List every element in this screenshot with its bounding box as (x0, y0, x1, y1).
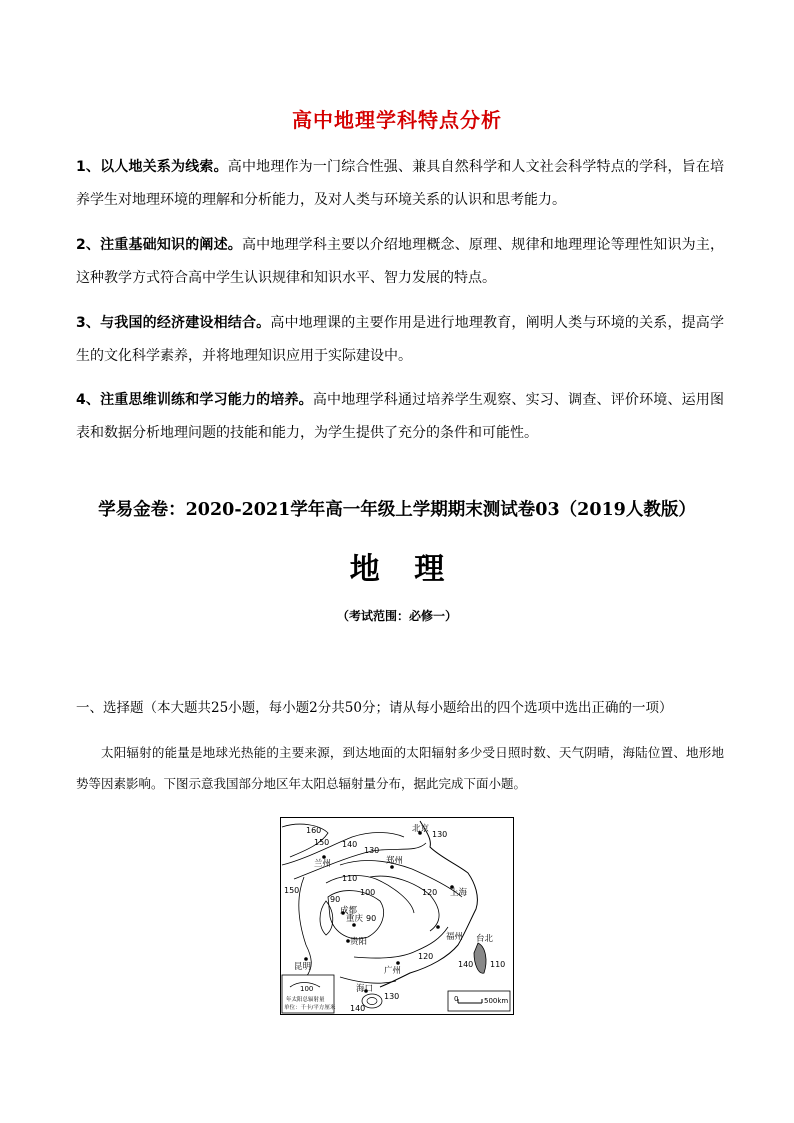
exam-title: 学易金卷：2020-2021学年高一年级上学期期末测试卷03（2019人教版） (98, 500, 696, 520)
isoline-label: 120 (422, 888, 438, 897)
city-chengdu: 成都 (340, 906, 358, 916)
point-3 (76, 307, 724, 373)
point-2-body: 高中地理学科主要以介绍地理概念、原理、规律和地理理论等理性知识为主，这种教学方式符合高中学生认识规律和知识水平、智力发展的特点。 (76, 237, 725, 286)
isoline-label: 130 (384, 992, 400, 1001)
isoline-label: 140 (342, 840, 358, 849)
city-chongqing: 重庆 (346, 914, 364, 924)
point-4-body: 高中地理学科通过培养学生观察、实习、调查、评价环境、运用图表和数据分析地理问题的技能和能力，为学生提供了充分的条件和可能性。 (76, 392, 724, 441)
isoline-label: 150 (314, 838, 330, 847)
point-1-body: 高中地理作为一门综合性强、兼具自然科学和人文社会科学特点的学科，旨在培养学生对地理环境的理解和分析能力，及对人类与环境关系的认识和思考能力。 (76, 159, 724, 208)
scale-zero: 0 (454, 995, 459, 1003)
scale-label: 500km (484, 997, 509, 1005)
city-guiyang: 贵阳 (350, 937, 368, 947)
page-title: 高中地理学科特点分析 (292, 108, 502, 132)
point-1-lead: 1、以人地关系为线索。 (76, 159, 228, 175)
point-4-lead: 4、注重思维训练和学习能力的培养。 (76, 392, 313, 408)
city-lanzhou: 兰州 (314, 859, 332, 869)
isoline-label: 90 (366, 914, 377, 923)
point-2 (76, 229, 724, 295)
city-haikou: 海口 (356, 984, 374, 994)
point-4 (76, 384, 724, 450)
point-3-body: 高中地理课的主要作用是进行地理教育，阐明人类与环境的关系，提高学生的文化科学素养，并将地理知识应用于实际建设中。 (76, 315, 724, 364)
isoline-label: 90 (330, 895, 341, 904)
isoline-label: 160 (306, 826, 322, 835)
isoline-label: 110 (342, 874, 358, 883)
solar-radiation-map (280, 817, 514, 1015)
legend-unit: 单位：千卡/平方厘米 (284, 1005, 336, 1011)
point-3-lead: 3、与我国的经济建设相结合。 (76, 315, 271, 331)
isoline-label: 140 (350, 1004, 366, 1013)
city-beijing: 北京 (412, 824, 430, 834)
city-zhengzhou: 郑州 (386, 856, 404, 866)
city-shanghai: 上海 (450, 888, 468, 898)
point-2-lead: 2、注重基础知识的阐述。 (76, 237, 242, 253)
isoline-label: 130 (432, 830, 448, 839)
subject-title: 地 理 (349, 552, 445, 587)
section-heading: 一、选择题（本大题共25小题，每小题2分共50分；请从每小题给出的四个选项中选出正确的一项） (76, 700, 673, 716)
exam-scope: （考试范围：必修一） (336, 609, 457, 623)
legend-title: 年太阳总辐射量 (286, 997, 325, 1003)
isoline-label: 130 (364, 846, 380, 855)
city-taipei: 台北 (476, 934, 494, 944)
question-stem: 太阳辐射的能量是地球光热能的主要来源，到达地面的太阳辐射多少受日照时数、天气阴晴，海陆位置、地形地势等因素影响。下图示意我国部分地区年太阳总辐射量分布，据此完成下面小题。 (76, 745, 724, 791)
legend-value: 100 (300, 985, 314, 993)
isoline-label: 120 (418, 952, 434, 961)
city-guangzhou: 广州 (384, 966, 402, 976)
isoline-label: 150 (284, 886, 300, 895)
city-kunming: 昆明 (294, 962, 312, 972)
isoline-label: 100 (360, 888, 376, 897)
city-fuzhou: 福州 (446, 932, 464, 942)
point-1 (76, 151, 724, 217)
isoline-label: 140 (458, 960, 474, 969)
isoline-label: 110 (490, 960, 506, 969)
